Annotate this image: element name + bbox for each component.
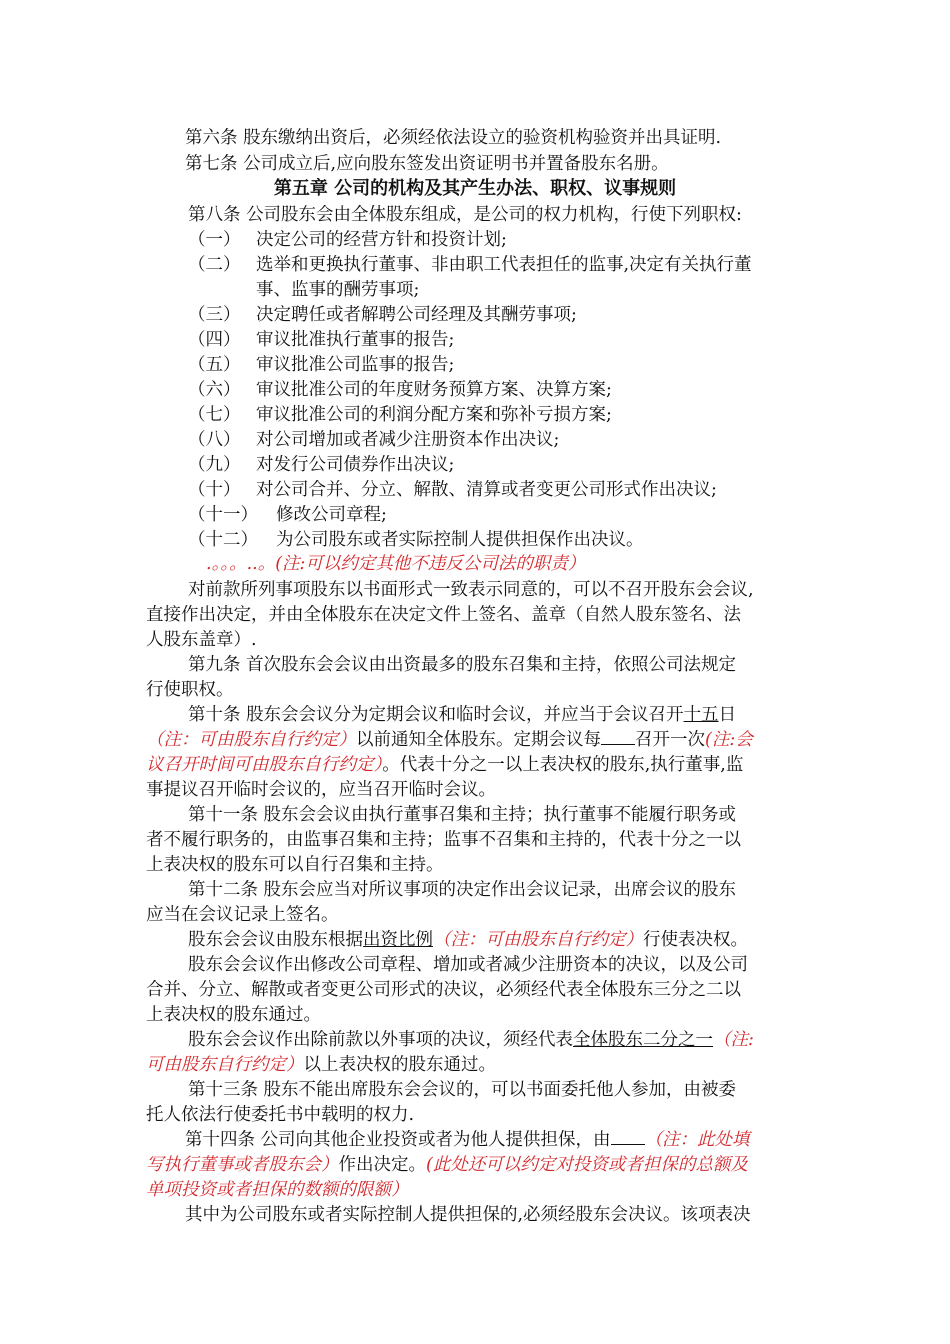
ordinary-resolution-line-2: [146, 1053, 496, 1077]
article-10-text-c: 召开一次: [635, 730, 705, 750]
decision-body-blank: [611, 1130, 645, 1145]
power-8-text: 对公司增加或者减少注册资本作出决议;: [256, 430, 560, 450]
article-10-day-unit: 日: [718, 705, 737, 725]
vote-basis-note: （注：可由股东自行约定）: [433, 930, 643, 950]
article-14-text-b: 作出决定。: [338, 1155, 426, 1175]
article-10-note-1: （注：可由股东自行约定）: [146, 730, 356, 750]
power-1-number: （一）: [188, 230, 241, 250]
article-14-text-a: 第十四条 公司向其他企业投资或者为他人提供担保，由: [185, 1130, 611, 1150]
notice-days: 十五: [683, 705, 719, 725]
vote-basis-text-a: 股东会会议由股东根据: [188, 930, 363, 950]
article-13-line-2: 托人依法行使委托书中载明的权力.: [146, 1105, 415, 1125]
power-3-number: （三）: [188, 305, 241, 325]
power-4-number: （四）: [188, 330, 241, 350]
vote-basis-text-b: 行使表决权。: [643, 930, 748, 950]
article-9-line-1: 第九条 首次股东会会议由出资最多的股东召集和主持，依照公司法规定: [188, 655, 737, 675]
article-10-line-1: [188, 703, 736, 727]
written-consent-line-1: 对前款所列事项股东以书面形式一致表示同意的，可以不召开股东会会议,: [188, 580, 754, 600]
article-14-note-2: 写执行董事或者股东会）: [146, 1155, 339, 1175]
power-6-number: （六）: [188, 380, 241, 400]
power-7-text: 审议批准公司的利润分配方案和弥补亏损方案;: [256, 405, 612, 425]
article-13-line-1: 第十三条 股东不能出席股东会会议的，可以书面委托他人参加，由被委: [188, 1080, 737, 1100]
article-12-line-1: 第十二条 股东会应当对所议事项的决定作出会议记录，出席会议的股东: [188, 880, 737, 900]
power-2-text: 选举和更换执行董事、非由职工代表担任的监事,决定有关执行董: [256, 255, 752, 275]
article-10-text-b: 以前通知全体股东。定期会议每: [356, 730, 601, 750]
power-8-number: （八）: [188, 430, 241, 450]
power-5-text: 审议批准公司监事的报告;: [256, 355, 455, 375]
article-11-line-2: 者不履行职务的，由监事召集和主持；监事不召集和主持的，代表十分之一以: [146, 830, 741, 850]
article-10-line-2: [146, 728, 753, 752]
article-10-text-d: 。代表十分之一以上表决权的股东,执行董事,监: [382, 755, 744, 775]
power-11-text: 修改公司章程;: [276, 505, 387, 525]
ordinary-resolution-text-b: 以上表决权的股东通过。: [303, 1055, 496, 1075]
article-9-line-2: 行使职权。: [146, 680, 234, 700]
power-4-text: 审议批准执行董事的报告;: [256, 330, 455, 350]
power-3-text: 决定聘任或者解聘公司经理及其酬劳事项;: [256, 305, 577, 325]
special-resolution-line-3: 上表决权的股东通过。: [146, 1005, 321, 1025]
power-12-text: 为公司股东或者实际控制人提供担保作出决议。: [276, 530, 644, 550]
power-7-number: （七）: [188, 405, 241, 425]
power-2-number: （二）: [188, 255, 241, 275]
article-11-line-3: 上表决权的股东可以自行召集和主持。: [146, 855, 444, 875]
power-9-text: 对发行公司债券作出决议;: [256, 455, 455, 475]
article-14-line-2: [146, 1153, 748, 1177]
meeting-interval-blank: [601, 730, 635, 745]
power-1-text: 决定公司的经营方针和投资计划;: [256, 230, 507, 250]
power-5-number: （五）: [188, 355, 241, 375]
special-resolution-line-1: 股东会会议作出修改公司章程、增加或者减少注册资本的决议，以及公司: [188, 955, 748, 975]
article-10-note-2b: 议召开时间可由股东自行约定）: [146, 755, 383, 775]
ordinary-resolution-text-a: 股东会会议作出除前款以外事项的决议，须经代表: [188, 1030, 573, 1050]
power-2-continuation: 事、监事的酬劳事项;: [256, 280, 420, 300]
power-10-number: （十）: [188, 480, 241, 500]
article-12-line-2: 应当在会议记录上签名。: [146, 905, 339, 925]
power-12-number: （十二）: [188, 530, 258, 550]
other-powers-note: .。。。..。(注:可以约定其他不违反公司法的职责）: [206, 554, 586, 574]
article-14-note-1: （注：此处填: [644, 1130, 750, 1150]
power-11-number: （十一）: [188, 505, 258, 525]
article-10-note-2a: (注:会: [705, 730, 753, 750]
chapter-5-title: 第五章 公司的机构及其产生办法、职权、议事规则: [273, 178, 677, 199]
article-10-line-3: [146, 753, 743, 777]
power-6-text: 审议批准公司的年度财务预算方案、决算方案;: [256, 380, 612, 400]
special-resolution-line-2: 合并、分立、解散或者变更公司形式的决议，必须经代表全体股东三分之二以: [146, 980, 741, 1000]
article-14-note-3: (此处还可以约定对投资或者担保的总额及: [426, 1155, 748, 1175]
written-consent-line-3: 人股东盖章）.: [146, 630, 257, 650]
written-consent-line-2: 直接作出决定，并由全体股东在决定文件上签名、盖章（自然人股东签名、法: [146, 605, 741, 625]
article-10-line-4: 事提议召开临时会议的，应当召开临时会议。: [146, 780, 496, 800]
article-7: 第七条 公司成立后,应向股东签发出资证明书并置备股东名册。: [185, 154, 669, 174]
guarantee-line: 其中为公司股东或者实际控制人提供担保的,必须经股东会决议。该项表决: [185, 1205, 751, 1225]
vote-basis-line: [188, 928, 748, 952]
article-11-line-1: 第十一条 股东会会议由执行董事召集和主持；执行董事不能履行职务或: [188, 805, 737, 825]
power-10-text: 对公司合并、分立、解散、清算或者变更公司形式作出决议;: [256, 480, 717, 500]
ordinary-resolution-underlined: 全体股东二分之一: [573, 1030, 713, 1050]
article-8-intro: 第八条 公司股东会由全体股东组成，是公司的权力机构，行使下列职权:: [188, 205, 742, 225]
article-10-text-a: 第十条 股东会会议分为定期会议和临时会议，并应当于会议召开: [188, 705, 684, 725]
ordinary-resolution-note-2: 可由股东自行约定）: [146, 1055, 304, 1075]
vote-basis-underlined: 出资比例: [363, 930, 433, 950]
article-14-line-1: [185, 1128, 750, 1152]
power-9-number: （九）: [188, 455, 241, 475]
article-6: 第六条 股东缴纳出资后，必须经依法设立的验资机构验资并出具证明.: [185, 128, 722, 148]
article-14-note-4: 单项投资或者担保的数额的限额）: [146, 1180, 409, 1200]
ordinary-resolution-line-1: [188, 1028, 754, 1052]
ordinary-resolution-note-1: （注:: [713, 1030, 754, 1050]
